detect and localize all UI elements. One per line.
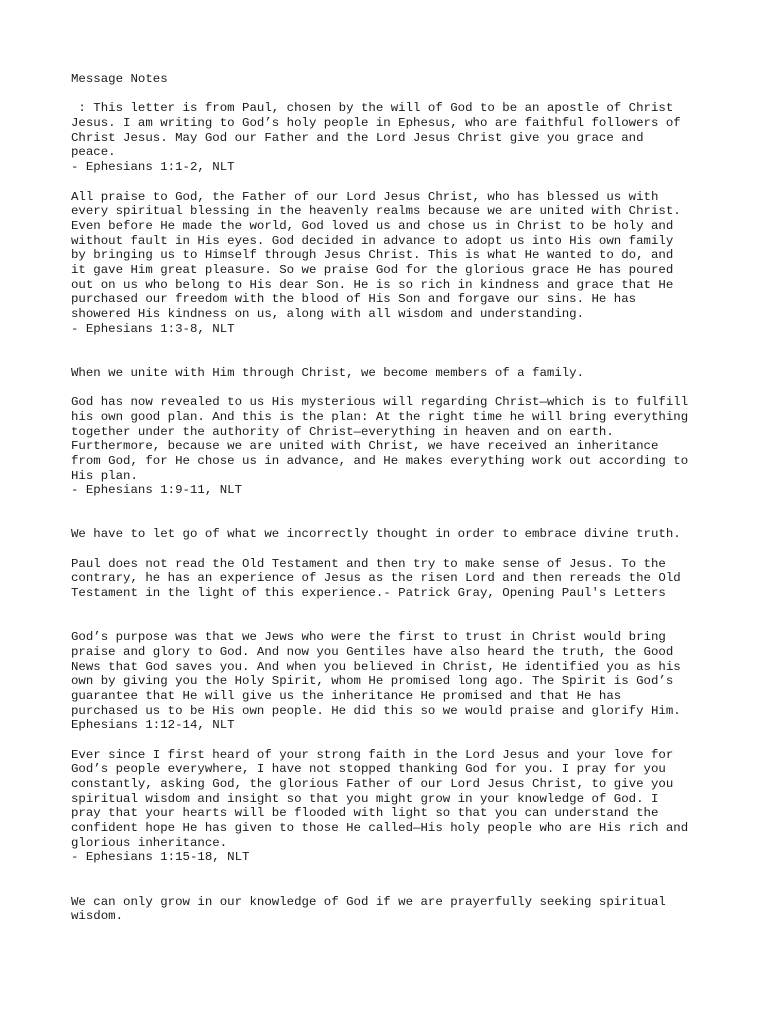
text-line: spiritual wisdom and insight so that you might grow in your knowledge of God. I	[71, 791, 659, 806]
ephesians-1-9-11-passage	[71, 395, 711, 498]
ephesians-1-12-14-passage	[71, 630, 711, 733]
text-line: without fault in His eyes. God decided in advance to adopt us into His own family	[71, 233, 674, 248]
text-line: Furthermore, because we are united with Christ, we have received an inheritance	[71, 439, 659, 454]
document-title: Message Notes	[71, 72, 168, 86]
text-line: God’s people everywhere, I have not stopped thanking God for you. I pray for you	[71, 762, 666, 777]
blank-line	[71, 542, 711, 557]
text-line: it gave Him great pleasure. So we praise God for the glorious grace He has poured	[71, 262, 674, 277]
text-line: We can only grow in our knowledge of God if we are prayerfully seeking spiritual	[71, 894, 666, 909]
blank-line	[71, 351, 711, 366]
ephesians-1-3-8-passage	[71, 190, 711, 337]
text-line: - Ephesians 1:1-2, NLT	[71, 160, 235, 175]
text-line: Ephesians 1:12-14, NLT	[71, 718, 235, 733]
text-line: Paul does not read the Old Testament and then try to make sense of Jesus. To the	[71, 556, 666, 571]
text-line: glorious inheritance.	[71, 835, 228, 850]
text-line: - Ephesians 1:15-18, NLT	[71, 850, 250, 865]
document-body	[71, 87, 711, 924]
blank-line	[71, 498, 711, 513]
text-line: contrary, he has an experience of Jesus as the risen Lord and then rereads the Old	[71, 571, 681, 586]
text-line: showered His kindness on us, along with all wisdom and understanding.	[71, 307, 585, 321]
spiritual-wisdom-note	[71, 895, 711, 924]
text-line: wisdom.	[71, 909, 124, 924]
patrick-gray-quote	[71, 557, 711, 601]
text-line: News that God saves you. And when you believed in Christ, He identified you as his	[71, 659, 681, 674]
blank-line	[71, 336, 711, 351]
text-line: When we unite with Him through Christ, we become members of a family.	[71, 365, 585, 380]
ephesians-1-1-2-passage	[71, 101, 711, 174]
text-line: God has now revealed to us His mysterious will regarding Christ—which is to fulfill	[71, 395, 689, 410]
blank-line	[71, 733, 711, 748]
blank-line	[71, 380, 711, 395]
text-line: God’s purpose was that we Jews who were the first to trust in Christ would bring	[71, 630, 666, 645]
blank-line	[71, 601, 711, 616]
text-line: All praise to God, the Father of our Lord Jesus Christ, who has blessed us with	[71, 189, 659, 204]
text-line: by bringing us to Himself through Jesus Christ. This is what He wanted to do, and	[71, 248, 674, 263]
text-line: - Ephesians 1:3-8, NLT	[71, 321, 235, 336]
text-line: Testament in the light of this experience.- Patrick Gray, Opening Paul's Letters	[71, 586, 666, 601]
text-line: from God, for He chose us in advance, and He makes everything work out according to	[71, 453, 689, 468]
ephesians-1-15-18-passage	[71, 748, 711, 866]
blank-line	[71, 865, 711, 880]
text-line: Jesus. I am writing to God’s holy people in Ephesus, who are faithful followers of	[71, 116, 681, 131]
divine-truth-note	[71, 527, 711, 542]
text-line: constantly, asking God, the glorious Father of our Lord Jesus Christ, to give you	[71, 777, 674, 791]
text-line: Ever since I first heard of your strong faith in the Lord Jesus and your love for	[71, 747, 674, 762]
text-line: pray that your hearts will be flooded with light so that you can understand the	[71, 806, 659, 821]
text-line: peace.	[71, 145, 116, 160]
blank-line	[71, 175, 711, 190]
blank-line	[71, 513, 711, 528]
text-line: - Ephesians 1:9-11, NLT	[71, 483, 243, 498]
text-line: every spiritual blessing in the heavenly realms because we are united with Christ.	[71, 204, 681, 219]
text-line: own by giving you the Holy Spirit, whom He promised long ago. The Spirit is God’s	[71, 674, 674, 689]
document-page	[71, 72, 711, 924]
blank-line	[71, 87, 711, 102]
text-line: His plan.	[71, 468, 138, 483]
text-line: out on us who belong to His dear Son. He is so rich in kindness and grace that He	[71, 277, 674, 292]
text-line: guarantee that He will give us the inheritance He promised and that He has	[71, 688, 622, 703]
text-line: Christ Jesus. May God our Father and the Lord Jesus Christ give you grace and	[71, 130, 644, 145]
family-note	[71, 366, 711, 381]
text-line: together under the authority of Christ—everything in heaven and on earth.	[71, 424, 614, 439]
text-line: purchased us to be His own people. He did this so we would praise and glorify Him.	[71, 703, 681, 718]
text-line: praise and glory to God. And now you Gentiles have also heard the truth, the Good	[71, 644, 674, 659]
text-line: purchased our freedom with the blood of His Son and forgave our sins. He has	[71, 292, 637, 307]
text-line: Even before He made the world, God loved us and chose us in Christ to be holy and	[71, 218, 674, 233]
text-line: We have to let go of what we incorrectly thought in order to embrace divine truth.	[71, 527, 681, 542]
text-line: : This letter is from Paul, chosen by the will of God to be an apostle of Christ	[71, 101, 674, 116]
text-line: his own good plan. And this is the plan: At the right time he will bring everything	[71, 409, 689, 424]
text-line: confident hope He has given to those He called—His holy people who are His rich and	[71, 821, 689, 836]
blank-line	[71, 615, 711, 630]
blank-line	[71, 880, 711, 895]
